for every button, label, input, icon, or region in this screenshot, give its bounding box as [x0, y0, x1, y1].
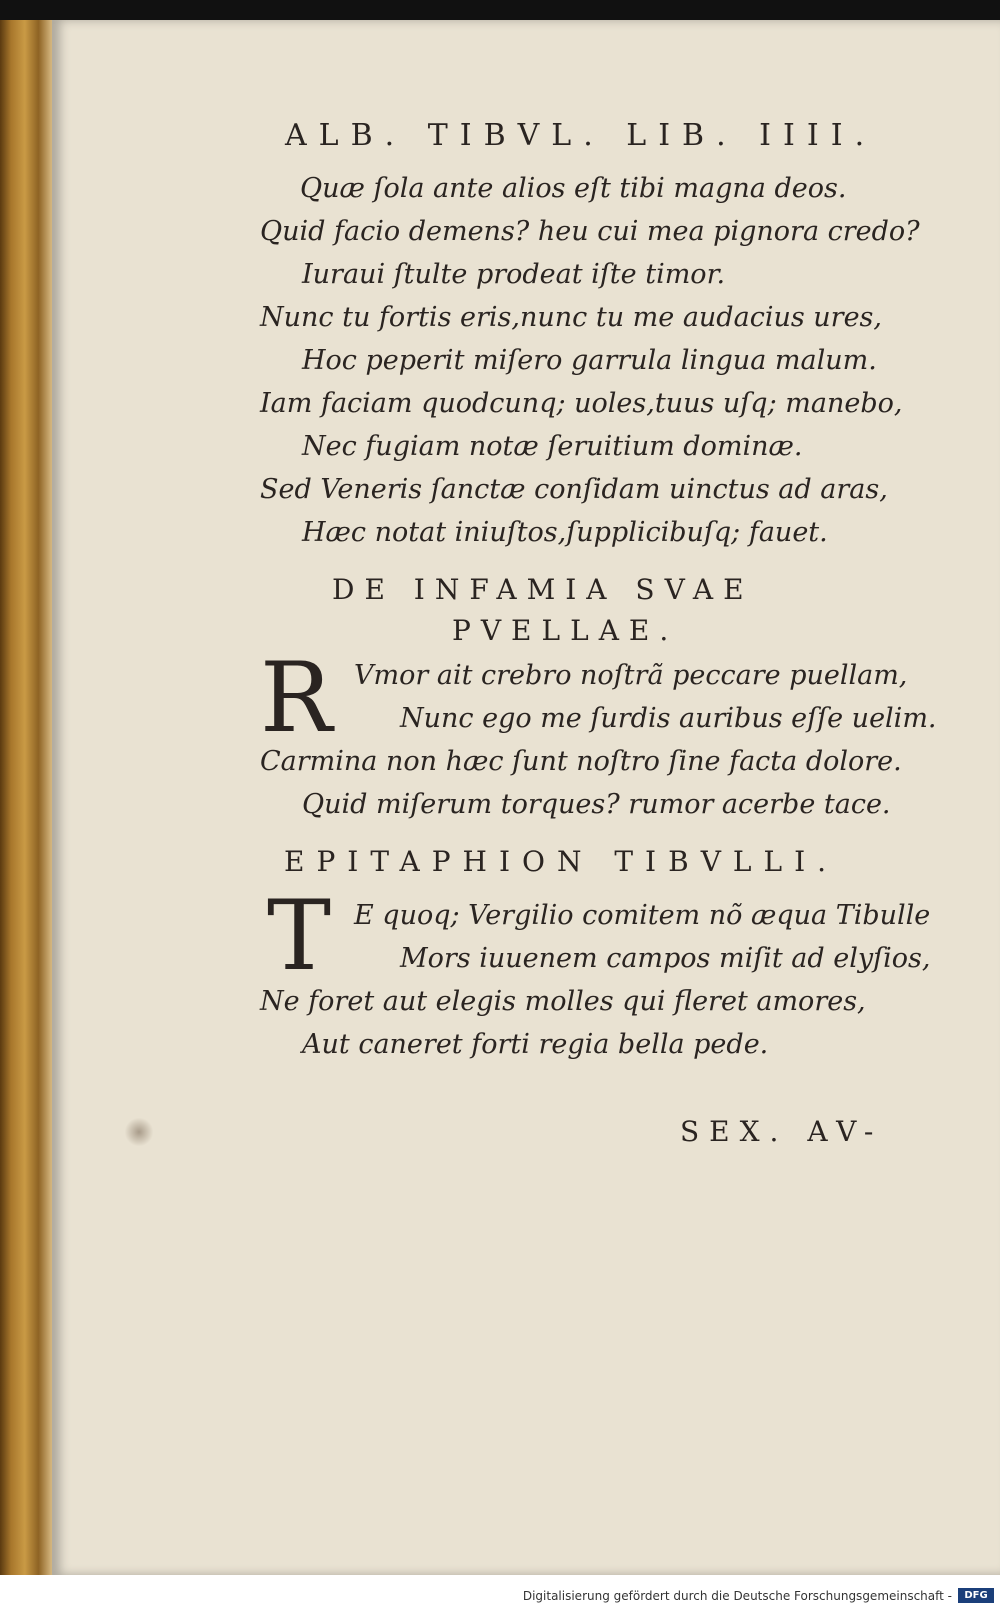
verse-line: E quoq; Vergilio comitem nõ æqua Tibulle: [354, 900, 931, 931]
verse-line: Quid facio demens? heu cui mea pignora credo?: [260, 216, 920, 247]
verse-line: Nunc tu fortis eris,nunc tu me audacius ures,: [260, 302, 882, 333]
verse-line: Iuraui ſtulte prodeat iſte timor.: [302, 259, 726, 290]
book-page: [52, 20, 1000, 1575]
section-title: DE INFAMIA SVAE: [332, 573, 754, 606]
verse-line: Quæ ſola ante alios eſt tibi magna deos.: [300, 173, 847, 204]
verse-line: Hæc notat iniuſtos,ſupplicibuſq; fauet.: [302, 517, 828, 548]
page-text: [52, 20, 1000, 1575]
verse-line: Iam faciam quodcunq; uoles,tuus uſq; manebo,: [260, 388, 903, 419]
section-title: EPITAPHION TIBVLLI.: [284, 845, 839, 878]
drop-cap-t: T: [267, 880, 332, 992]
verse-line: Nunc ego me ſurdis auribus eſſe uelim.: [400, 703, 937, 734]
verse-line: Quid miſerum torques? rumor acerbe tace.: [302, 789, 891, 820]
verse-line: Ne foret aut elegis molles qui fleret amores,: [260, 986, 866, 1017]
catchword: SEX. AV-: [680, 1115, 884, 1148]
verse-line: Aut caneret forti regia bella pede.: [302, 1029, 769, 1060]
verse-line: Nec fugiam notæ ſeruitium dominæ.: [302, 431, 803, 462]
footer-bar: [0, 1575, 1000, 1615]
dfg-logo: DFG: [958, 1588, 994, 1603]
drop-cap-r: R: [260, 642, 333, 754]
verse-line: Mors iuuenem campos miſit ad elyſios,: [400, 943, 931, 974]
verse-line: Vmor ait crebro noſtrã peccare puellam,: [354, 660, 908, 691]
verse-line: Hoc peperit miſero garrula lingua malum.: [302, 345, 877, 376]
running-header: ALB. TIBVL. LIB. IIII.: [285, 118, 877, 153]
verse-line: Sed Veneris ſanctæ conſidam uinctus ad aras,: [260, 474, 888, 505]
verse-line: Carmina non hæc ſunt noſtro ſine facta dolore.: [260, 746, 902, 777]
funding-note: Digitalisierung gefördert durch die Deutsche Forschungsgemeinschaft -: [522, 1589, 952, 1603]
section-title: PVELLAE.: [452, 614, 679, 647]
